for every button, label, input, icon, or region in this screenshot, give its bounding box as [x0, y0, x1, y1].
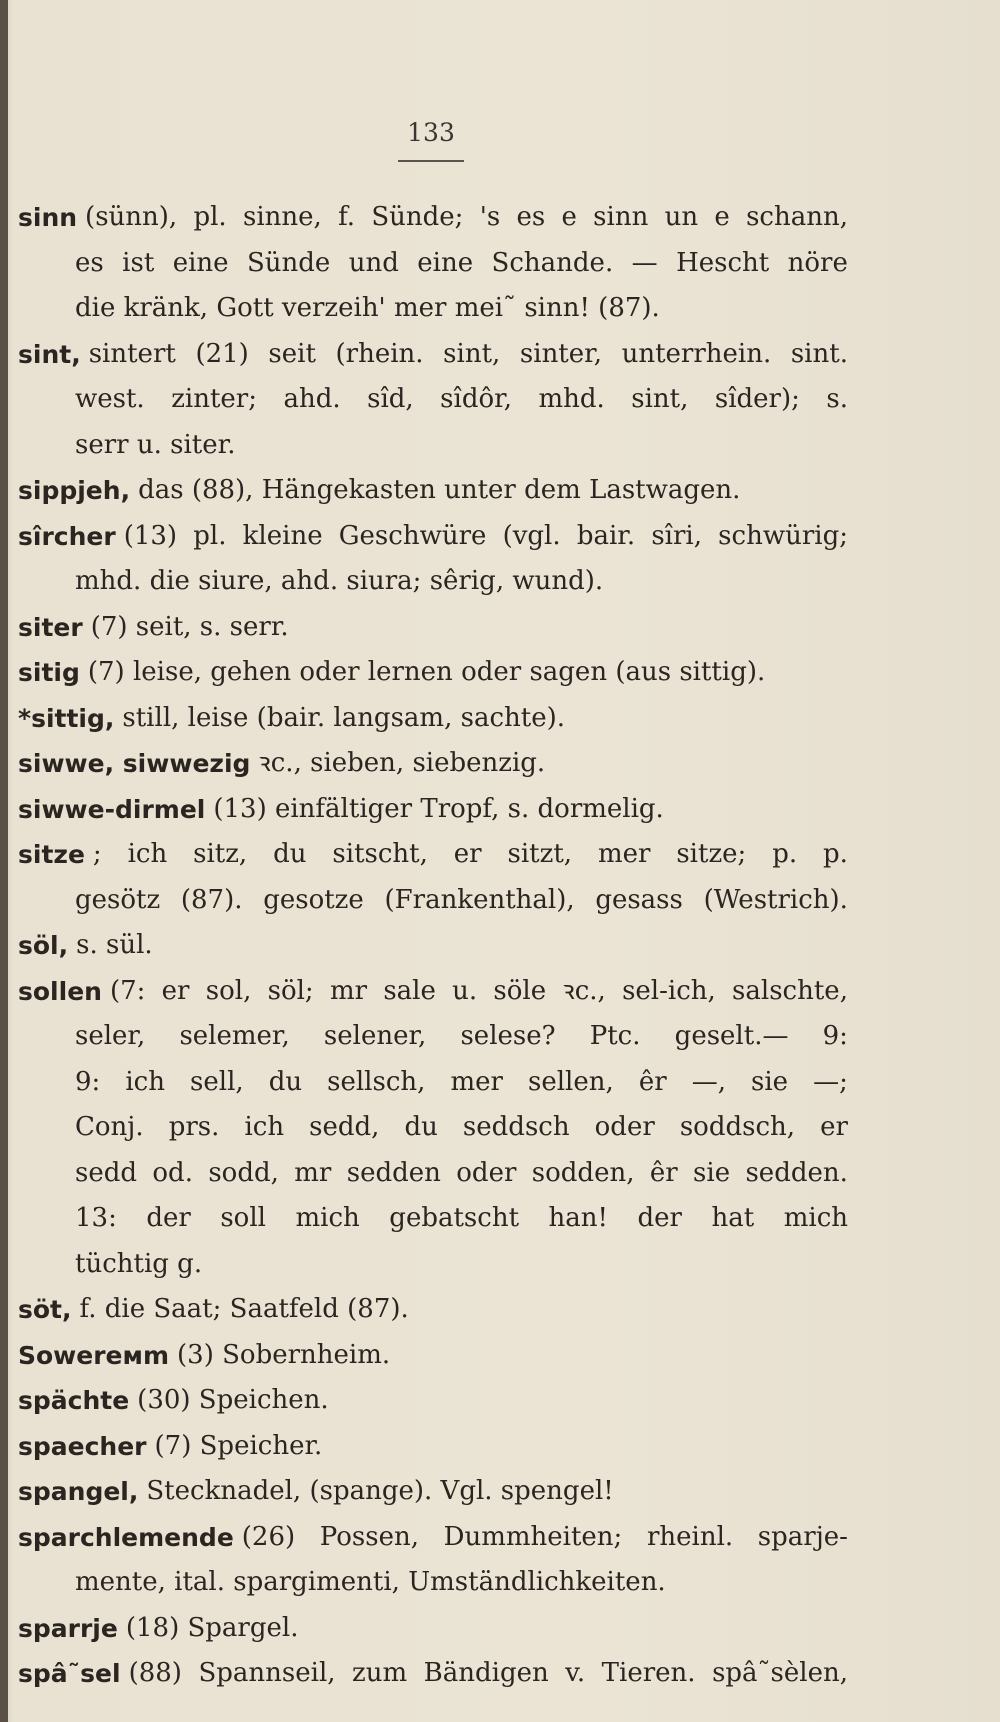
entry-word: (13): [123, 520, 178, 551]
entry-word: sol,: [205, 975, 252, 1006]
entry-definition: [110, 969, 848, 1015]
entry-word: ich: [125, 1066, 165, 1097]
entry-line: [18, 923, 848, 969]
entry-definition: [129, 1651, 848, 1697]
entry-word: sitzt,: [507, 839, 573, 869]
entry-word: sinter,: [519, 338, 602, 369]
entry-word: oder: [594, 1112, 655, 1142]
entry-word: sitze;: [676, 839, 747, 869]
entry-definition: (3) Sobernheim.: [177, 1339, 391, 1370]
entry-headword: sitig: [18, 658, 80, 687]
entry-word: —;: [813, 1066, 848, 1097]
entry-word: sint,: [631, 384, 689, 414]
entry-word: sie: [693, 1157, 731, 1188]
entry-definition: f. die Saat; Saatfeld (87).: [79, 1294, 409, 1324]
entry-word: sell,: [190, 1066, 244, 1097]
entry-word: söl;: [267, 975, 314, 1006]
entry-headword: spächte: [18, 1386, 130, 1415]
entry-word: seler,: [75, 1021, 146, 1051]
entry-word: 9:: [822, 1021, 848, 1051]
entry-word: Schande.: [491, 247, 614, 278]
entry-word: Hescht: [676, 247, 770, 278]
entry-headword: sîrcher: [18, 521, 116, 551]
entry-word: sodden,: [531, 1157, 635, 1188]
entry-word: un: [664, 202, 699, 232]
entry-word: sedden.: [745, 1157, 848, 1188]
entry-word: sîri,: [651, 520, 702, 551]
entry-word: nöre: [787, 247, 848, 278]
entry-word: sitz,: [193, 839, 248, 869]
entry-word: mhd.: [538, 384, 605, 414]
entry-definition: (18) Spargel.: [125, 1612, 299, 1643]
entry-definition: das (88), Hängekasten unter dem Lastwagen.: [138, 475, 741, 505]
entry-word: mr: [329, 975, 368, 1006]
entry-headword: sitze: [18, 840, 85, 869]
entry-headword: spâ˜sel: [18, 1659, 121, 1688]
entry-line: [18, 1606, 848, 1652]
entry-continuation-line: [18, 241, 848, 287]
entry-word: han!: [548, 1203, 608, 1233]
entry-line: [18, 1424, 848, 1470]
entry-line: [18, 1287, 848, 1333]
entry-headword: spangel,: [18, 1477, 139, 1506]
entry-word: (rhein.: [335, 338, 424, 369]
entry-word: der: [146, 1203, 191, 1233]
entry-word: Conj.: [75, 1112, 144, 1142]
entry-word: sellsch,: [327, 1066, 426, 1097]
entry-definition: die kränk, Gott verzeih' mer mei˜ sinn! (87).: [75, 293, 660, 323]
entry-word: u.: [452, 975, 478, 1006]
entry-continuation-line: [18, 559, 848, 605]
entry-word: ich: [127, 839, 168, 869]
entry-word: Spannseil,: [198, 1658, 336, 1688]
entry-definition: (30) Speichen.: [137, 1385, 329, 1415]
entry-word: sinn: [593, 202, 649, 232]
entry-word: mich: [295, 1203, 360, 1233]
entry-continuation-line: [18, 1242, 848, 1288]
entry-line: [18, 514, 848, 560]
entry-line: [18, 1651, 848, 1697]
entry-word: du: [268, 1066, 303, 1097]
entry-word: sîd,: [367, 384, 414, 414]
entry-word: —: [631, 247, 658, 278]
entry-word: rheinl.: [646, 1521, 734, 1552]
page-number-rule: [398, 160, 464, 162]
entry-definition: tüchtig g.: [75, 1248, 203, 1279]
entry-headword: sollen: [18, 976, 102, 1006]
entry-definition: (7) leise, gehen oder lernen oder sagen (aus sittig).: [87, 657, 766, 687]
entry-word: êr: [649, 1157, 678, 1188]
page-spine-shadow: [0, 0, 8, 1722]
entry-word: Sünde: [246, 247, 331, 278]
entry-word: mer: [450, 1066, 503, 1097]
entry-word: sitscht,: [332, 839, 428, 869]
entry-word: oder: [456, 1157, 517, 1188]
entry-word: soll: [220, 1203, 266, 1233]
entry-definition: [85, 195, 848, 241]
entry-word: Possen,: [319, 1521, 419, 1552]
entry-word: selese?: [460, 1021, 556, 1051]
entry-word: zum: [352, 1658, 408, 1688]
entry-word: pl.: [193, 520, 227, 551]
entry-line: [18, 787, 848, 833]
entry-word: pl.: [193, 202, 227, 232]
entry-word: prs.: [168, 1112, 220, 1142]
entry-word: Tieren.: [601, 1658, 696, 1688]
entry-word: (21): [195, 338, 249, 369]
entry-word: bair.: [576, 520, 636, 551]
entry-continuation-line: [18, 377, 848, 423]
entry-line: [18, 1515, 848, 1561]
entry-word: eine: [417, 247, 474, 278]
entry-word: (88): [128, 1658, 182, 1688]
entry-word: seddsch: [462, 1112, 570, 1142]
entry-definition: [124, 514, 848, 560]
entry-word: mr: [294, 1157, 332, 1188]
entry-line: [18, 195, 848, 241]
entry-definition: [242, 1515, 848, 1561]
entry-word: gesötz: [75, 884, 161, 915]
entry-word: e: [714, 202, 730, 232]
entry-word: sodd,: [208, 1157, 279, 1188]
entry-word: er: [453, 839, 482, 869]
entry-word: (Frankenthal),: [384, 884, 575, 915]
entry-headword: siter: [18, 612, 83, 642]
entry-word: sellen,: [528, 1066, 614, 1097]
entry-headword: sparrje: [18, 1613, 118, 1643]
entry-word: ꝛc.,: [562, 975, 606, 1006]
entry-word: (26): [241, 1521, 296, 1552]
entry-word: (sünn),: [85, 202, 178, 232]
entry-word: gebatscht: [389, 1203, 520, 1233]
entry-word: (vgl.: [502, 520, 561, 551]
entry-word: söle: [493, 975, 547, 1006]
entry-word: geselt.—: [674, 1021, 789, 1051]
entry-headword: sippjeh,: [18, 476, 131, 505]
entry-word: gesotze: [263, 884, 364, 915]
entry-word: du: [273, 839, 307, 869]
entry-line: [18, 1333, 848, 1379]
entry-word: gesass: [595, 884, 683, 915]
entry-word: mer: [597, 839, 651, 869]
dictionary-entries: [18, 195, 848, 1697]
entry-word: od.: [152, 1157, 193, 1188]
entry-word: sîdôr,: [440, 384, 512, 414]
entry-word: Bändigen: [423, 1658, 549, 1688]
entry-word: soddsch,: [679, 1112, 796, 1142]
entry-headword: söt,: [18, 1295, 72, 1324]
entry-headword: sparchlemende: [18, 1522, 234, 1552]
entry-word: sel-ich,: [622, 975, 716, 1006]
entry-definition: Stecknadel, (spange). Vgl. spengel!: [146, 1476, 614, 1506]
entry-headword: spaecher: [18, 1431, 147, 1461]
entry-word: sintert: [88, 338, 176, 369]
entry-word: west.: [75, 384, 145, 414]
entry-word: p.: [772, 839, 798, 869]
entry-continuation-line: [18, 1560, 848, 1606]
entry-definition: ꝛc., sieben, siebenzig.: [258, 748, 546, 778]
entry-word: sedd: [75, 1157, 138, 1188]
entry-line: [18, 605, 848, 651]
entry-line: [18, 332, 848, 378]
entry-word: es: [516, 202, 546, 232]
entry-word: sedd,: [309, 1112, 380, 1142]
entry-word: sedden: [346, 1157, 441, 1188]
entry-word: ich: [244, 1112, 285, 1142]
entry-word: der: [637, 1203, 682, 1233]
entry-word: eine: [172, 247, 229, 278]
entry-continuation-line: [18, 286, 848, 332]
entry-continuation-line: [18, 1105, 848, 1151]
entry-word: mich: [783, 1203, 848, 1233]
entry-line: [18, 741, 848, 787]
entry-headword: söl,: [18, 931, 69, 960]
entry-headword: siwwe-dirmel: [18, 794, 206, 824]
entry-word: hat: [711, 1203, 755, 1233]
entry-word: schann,: [746, 202, 848, 232]
entry-continuation-line: [18, 1196, 848, 1242]
entry-definition: mhd. die siure, ahd. siura; sêrig, wund).: [75, 566, 604, 596]
entry-word: sint.: [790, 338, 848, 369]
entry-word: und: [348, 247, 399, 278]
entry-continuation-line: [18, 878, 848, 924]
entry-word: du: [404, 1112, 438, 1142]
entry-word: Dummheiten;: [443, 1521, 623, 1552]
entry-word: e: [561, 202, 577, 232]
entry-word: Geschwüre: [338, 520, 487, 551]
entry-definition: (7) Speicher.: [154, 1430, 323, 1461]
entry-headword: Sowerемm: [18, 1340, 170, 1370]
entry-headword: sint,: [18, 339, 81, 369]
entry-word: Ptc.: [589, 1021, 641, 1051]
entry-word: selemer,: [179, 1021, 290, 1051]
entry-word: (87).: [180, 884, 243, 915]
entry-line: [18, 1469, 848, 1515]
entry-line: [18, 832, 848, 878]
entry-word: sinne,: [242, 202, 322, 232]
entry-line: [18, 650, 848, 696]
entry-definition: (13) einfältiger Tropf, s. dormelig.: [213, 793, 664, 824]
entry-word: 9:: [75, 1066, 101, 1097]
entry-word: p.: [823, 839, 848, 869]
entry-word: 13:: [75, 1203, 117, 1233]
page-number: 133: [407, 118, 455, 147]
entry-word: seit: [268, 338, 316, 369]
entry-definition: [93, 832, 848, 878]
entry-definition: s. sül.: [76, 930, 153, 960]
entry-word: —,: [691, 1066, 726, 1097]
entry-word: f.: [338, 202, 356, 232]
entry-word: ist: [122, 247, 155, 278]
entry-headword: siwwe, siwwezig: [18, 749, 251, 778]
entry-word: sint,: [443, 338, 501, 369]
entry-word: spâ˜sèlen,: [712, 1658, 848, 1688]
entry-word: (7:: [109, 975, 146, 1006]
entry-word: (Westrich).: [703, 884, 848, 915]
entry-continuation-line: [18, 1151, 848, 1197]
entry-line: [18, 468, 848, 514]
entry-word: s.: [826, 384, 848, 414]
entry-word: selener,: [323, 1021, 427, 1051]
entry-word: sîder);: [714, 384, 800, 414]
entry-word: v.: [565, 1658, 586, 1688]
entry-word: er: [161, 975, 190, 1006]
entry-word: zinter;: [171, 384, 257, 414]
entry-word: 's: [479, 202, 501, 232]
entry-word: es: [75, 247, 104, 278]
entry-word: sale: [383, 975, 436, 1006]
entry-word: schwürig;: [718, 520, 848, 551]
entry-continuation-line: [18, 1060, 848, 1106]
entry-continuation-line: [18, 423, 848, 469]
entry-definition: still, leise (bair. langsam, sachte).: [122, 702, 565, 733]
entry-word: kleine: [242, 520, 323, 551]
entry-word: salschte,: [732, 975, 848, 1006]
entry-definition: mente, ital. spargimenti, Umständlichkeiten.: [75, 1567, 666, 1597]
entry-word: Sünde;: [371, 202, 464, 232]
entry-headword: *sittig,: [18, 703, 115, 733]
entry-word: sparje-: [757, 1521, 848, 1552]
entry-line: [18, 1378, 848, 1424]
entry-continuation-line: [18, 1014, 848, 1060]
entry-definition: [89, 332, 848, 378]
entry-word: ahd.: [283, 384, 341, 414]
entry-word: sie: [751, 1066, 789, 1097]
entry-word: êr: [638, 1066, 667, 1097]
entry-line: [18, 696, 848, 742]
entry-word: ;: [92, 839, 102, 869]
entry-word: er: [820, 1112, 848, 1142]
entry-definition: serr u. siter.: [75, 429, 236, 460]
entry-line: [18, 969, 848, 1015]
entry-definition: (7) seit, s. serr.: [90, 611, 289, 642]
entry-headword: sinn: [18, 203, 78, 232]
entry-word: unterrhein.: [621, 338, 772, 369]
